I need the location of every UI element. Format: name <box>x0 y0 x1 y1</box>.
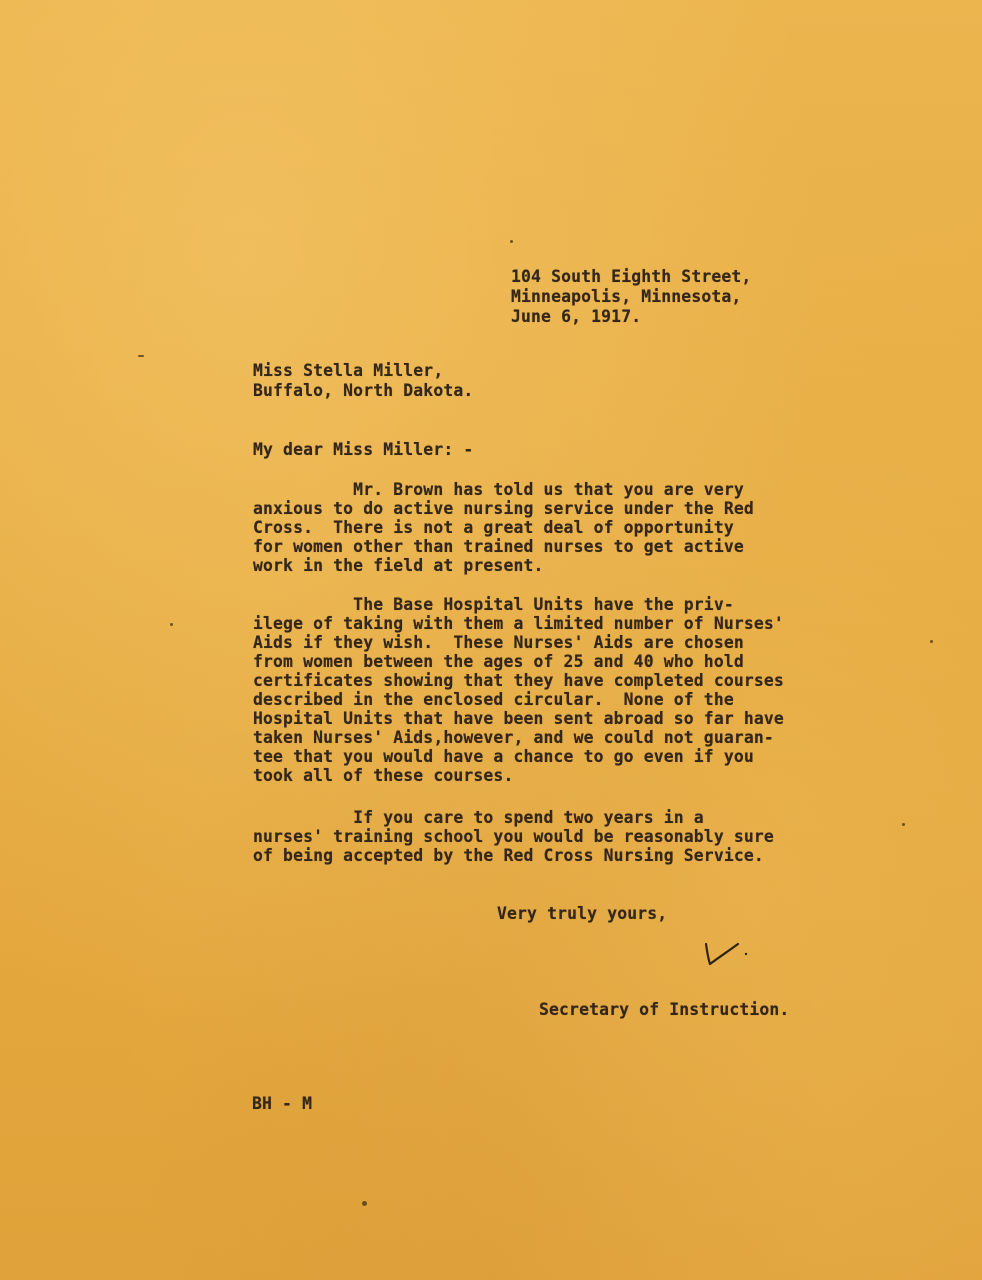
return-address-city: Minneapolis, Minnesota, <box>511 287 742 306</box>
ink-speck <box>902 823 905 826</box>
paragraph-2-line: certificates showing that they have completed courses <box>253 671 784 690</box>
paragraph-2-line: took all of these courses. <box>253 766 514 785</box>
paragraph-2-line: taken Nurses' Aids,however, and we could not guaran- <box>253 728 774 747</box>
paragraph-1-line: for women other than trained nurses to get active <box>253 537 744 556</box>
paragraph-2-line: Aids if they wish. These Nurses' Aids are chosen <box>253 633 744 652</box>
handwritten-check-mark <box>700 934 748 968</box>
paragraph-3-line: If you care to spend two years in a <box>253 808 704 827</box>
ink-speck <box>510 240 513 243</box>
body-paragraph-3 <box>253 808 774 865</box>
paragraph-1-line: Mr. Brown has told us that you are very <box>253 480 744 499</box>
paragraph-2-line: ilege of taking with them a limited number of Nurses' <box>253 614 784 633</box>
paragraph-1-line: work in the field at present. <box>253 556 544 575</box>
paragraph-2-line: The Base Hospital Units have the priv- <box>253 595 734 614</box>
ink-speck <box>362 1201 367 1206</box>
paragraph-3-line: nurses' training school you would be reasonably sure <box>253 827 774 846</box>
body-paragraph-2 <box>253 595 784 785</box>
letter-date: June 6, 1917. <box>511 307 642 326</box>
recipient-name: Miss Stella Miller, <box>253 361 444 380</box>
paragraph-1-line: Cross. There is not a great deal of opportunity <box>253 518 734 537</box>
ink-speck <box>930 640 933 643</box>
paragraph-1-line: anxious to do active nursing service under the Red <box>253 499 754 518</box>
paragraph-2-line: Hospital Units that have been sent abroad so far have <box>253 709 784 728</box>
salutation: My dear Miss Miller: - <box>253 440 474 459</box>
paragraph-3-line: of being accepted by the Red Cross Nursing Service. <box>253 846 764 865</box>
paragraph-2-line: from women between the ages of 25 and 40 who hold <box>253 652 744 671</box>
typist-initials: BH - M <box>252 1094 313 1113</box>
body-paragraph-1 <box>253 480 754 575</box>
recipient-location: Buffalo, North Dakota. <box>253 381 474 400</box>
ink-speck <box>170 623 173 626</box>
paragraph-2-line: described in the enclosed circular. None of the <box>253 690 734 709</box>
ink-speck <box>138 355 144 357</box>
paragraph-2-line: tee that you would have a chance to go even if you <box>253 747 754 766</box>
return-address-street: 104 South Eighth Street, <box>511 267 752 286</box>
closing: Very truly yours, <box>497 904 668 923</box>
signature-title: Secretary of Instruction. <box>539 1000 790 1019</box>
